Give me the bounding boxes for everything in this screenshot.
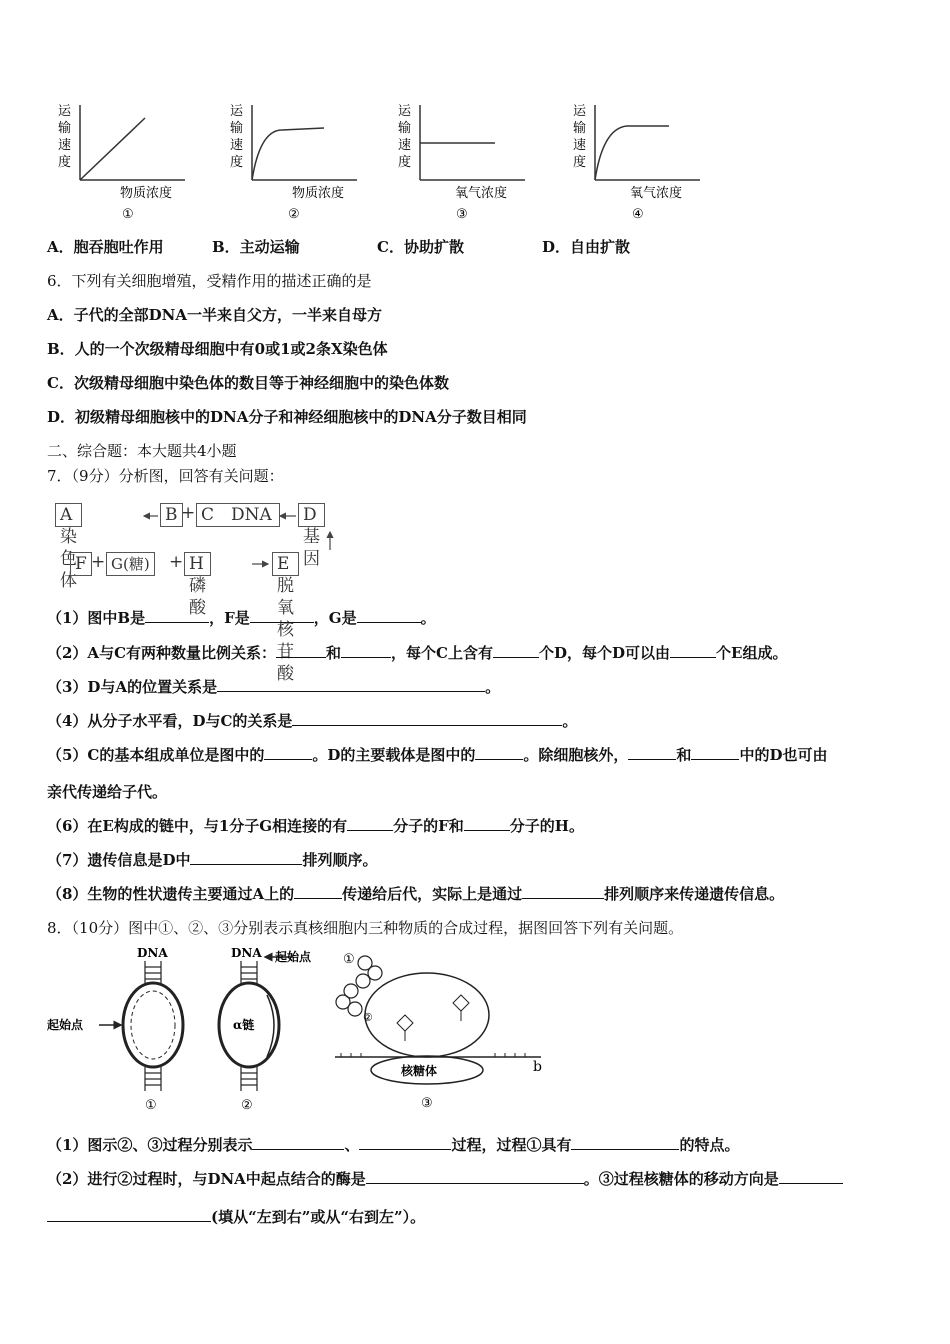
label-b: b (533, 1059, 542, 1075)
y-label-char: 度 (58, 155, 72, 170)
plus-sign: + (169, 552, 184, 572)
y-label-char: 运 (573, 104, 587, 119)
answer-blank[interactable] (571, 1135, 679, 1150)
box-g: G(糖) (106, 552, 155, 576)
option-c: C．协助扩散 (377, 238, 464, 256)
q7-sub-1: （1）图中B是 ，F是 ，G是 。 (47, 609, 436, 627)
answer-blank[interactable] (276, 643, 326, 658)
diagram-arrows (0, 0, 400, 600)
q8-sub-2-cont: (填从“左到右”或从“右到左”）。 (47, 1206, 425, 1227)
q7-sub-5: （5）C的基本组成单位是图中的 。D的主要载体是图中的 。除细胞核外， 和 中的D也可由 (47, 746, 828, 764)
fig-number: ① (343, 952, 355, 967)
answer-blank[interactable] (190, 850, 302, 865)
box-d: D 基因 (298, 503, 325, 527)
y-label-char: 输 (573, 121, 587, 136)
answer-blank[interactable] (493, 643, 539, 658)
answer-blank[interactable] (522, 884, 604, 899)
option-b: B．主动运输 (212, 238, 300, 256)
answer-blank[interactable] (292, 711, 562, 726)
answer-blank[interactable] (475, 745, 523, 760)
answer-blank[interactable] (779, 1169, 843, 1184)
y-label-char: 度 (230, 155, 244, 170)
fig-number: ③ (421, 1096, 433, 1111)
x-label: 氧气浓度 (455, 186, 508, 201)
q7-sub-4: （4）从分子水平看，D与C的关系是 。 (47, 712, 578, 730)
y-label-char: 输 (58, 121, 72, 136)
label-origin: 起始点 (275, 950, 312, 964)
answer-blank[interactable] (341, 643, 391, 658)
label-origin: 起始点 (47, 1018, 84, 1032)
y-label-char: 运 (58, 104, 72, 119)
q8-sub-1: （1）图示②、③过程分别表示 、 过程，过程①具有 的特点。 (47, 1136, 740, 1154)
answer-blank[interactable] (294, 884, 342, 899)
dna-helix-top (145, 961, 161, 983)
y-label-char: 速 (58, 138, 72, 153)
q7-sub-6: （6）在E构成的链中，与1分子G相连接的有 分子的F和 分子的H。 (47, 817, 584, 835)
answer-blank[interactable] (250, 608, 314, 623)
option-d: D．自由扩散 (542, 238, 631, 256)
graph-number: ① (122, 207, 134, 222)
dna-helix-bottom (241, 1067, 257, 1091)
curve-saturating (595, 126, 669, 180)
q8-stem: 8．（10分）图中①、②、③分别表示真核细胞内三种物质的合成过程，据图回答下列有关问题。 (47, 919, 684, 937)
answer-blank[interactable] (252, 1135, 344, 1150)
q7-sub-5-cont: 亲代传递给子代。 (47, 783, 168, 801)
graph-number: ④ (632, 207, 644, 222)
section-heading: 二、综合题：本大题共4小题 (47, 442, 237, 460)
y-label-char: 运 (230, 104, 244, 119)
q7-stem: 7．（9分）分析图，回答有关问题： (47, 467, 284, 485)
box-f: F (70, 552, 92, 576)
option-a: A．胞吞胞吐作用 (47, 238, 164, 256)
trna (397, 995, 469, 1041)
x-label: 氧气浓度 (630, 186, 683, 201)
y-label-char: 输 (230, 121, 244, 136)
box-e: E 脱氧核苷酸 (272, 552, 299, 576)
q6-stem: 6．下列有关细胞增殖，受精作用的描述正确的是 (47, 272, 372, 290)
y-label-char: 速 (230, 138, 244, 153)
answer-blank[interactable] (464, 816, 510, 831)
y-label-char: 速 (398, 138, 412, 153)
box-b: B (160, 503, 183, 527)
graph-number: ② (288, 207, 300, 222)
plus-sign: + (181, 503, 196, 523)
y-label-char: 速 (573, 138, 587, 153)
plus-sign: + (91, 552, 106, 572)
label-ribosome: 核糖体 (401, 1064, 438, 1078)
q7-sub-8: （8）生物的性状遗传主要通过A上的 传递给后代，实际上是通过 排列顺序来传递遗传信息。 (47, 885, 785, 903)
answer-blank[interactable] (47, 1207, 211, 1222)
answer-blank[interactable] (347, 816, 393, 831)
graph-3 (390, 100, 530, 225)
x-label: 物质浓度 (120, 186, 173, 201)
fig-number: ② (241, 1098, 253, 1113)
box-a: A 染色体 (55, 503, 82, 527)
fig-number: ② (363, 1011, 373, 1024)
graph-4 (565, 100, 705, 225)
dna-helix-bottom (145, 1067, 161, 1091)
answer-blank[interactable] (359, 1135, 451, 1150)
label-dna: DNA (231, 946, 262, 960)
q6-option-b: B．人的一个次级精母细胞中有0或1或2条X染色体 (47, 340, 388, 358)
y-label-char: 运 (398, 104, 412, 119)
large-subunit (365, 973, 489, 1057)
label-alpha-chain: α链 (233, 1018, 255, 1032)
q7-sub-2: （2）A与C有两种数量比例关系： 和 ，每个C上含有 个D，每个D可以由 个E组成。 (47, 644, 788, 662)
answer-blank[interactable] (628, 745, 676, 760)
answer-blank[interactable] (357, 608, 421, 623)
answer-blank[interactable] (366, 1169, 584, 1184)
q8-sub-2: （2）进行②过程时，与DNA中起点结合的酶是 。③过程核糖体的移动方向是 (47, 1168, 843, 1189)
answer-blank[interactable] (670, 643, 716, 658)
graph-number: ③ (456, 207, 468, 222)
q6-option-c: C．次级精母细胞中染色体的数目等于神经细胞中的染色体数 (47, 374, 449, 392)
answer-blank[interactable] (217, 677, 485, 692)
label-dna: DNA (137, 946, 168, 960)
fig-number: ① (145, 1098, 157, 1113)
dna-helix-top (241, 961, 257, 983)
q7-sub-7: （7）遗传信息是D中 排列顺序。 (47, 851, 378, 869)
y-label-char: 度 (573, 155, 587, 170)
q7-sub-3: （3）D与A的位置关系是 。 (47, 678, 501, 696)
answer-blank[interactable] (264, 745, 312, 760)
answer-blank[interactable] (145, 608, 209, 623)
box-h: H 磷酸 (184, 552, 211, 576)
box-c: C DNA (196, 503, 280, 527)
y-label-char: 度 (398, 155, 412, 170)
q6-option-d: D．初级精母细胞核中的DNA分子和神经细胞核中的DNA分子数目相同 (47, 408, 527, 426)
y-label-char: 输 (398, 121, 412, 136)
x-label: 物质浓度 (292, 186, 345, 201)
q6-option-a: A．子代的全部DNA一半来自父方，一半来自母方 (47, 306, 382, 324)
answer-blank[interactable] (691, 745, 739, 760)
replication-bubble (123, 983, 183, 1067)
q8-figure (45, 945, 555, 1115)
